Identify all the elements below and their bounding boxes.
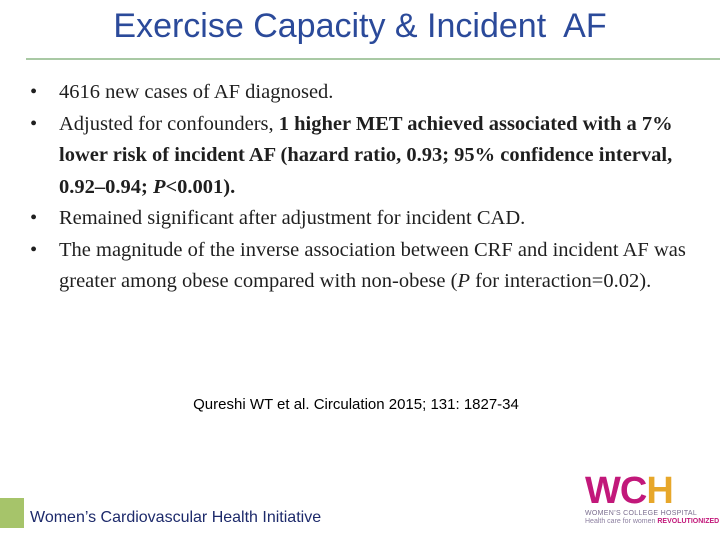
logo-line-1: WOMEN’S COLLEGE HOSPITAL <box>585 510 698 517</box>
bullet-2-bold-italic: P <box>152 175 166 198</box>
bullet-list <box>30 77 702 298</box>
logo-line-2-a: Health care for women <box>585 518 658 525</box>
logo-mark-b: H <box>646 470 673 512</box>
bullet-item-2 <box>30 109 702 204</box>
footer-accent-bar <box>0 498 24 528</box>
logo-mark-a: WC <box>585 470 647 512</box>
bullet-item-4 <box>30 235 702 298</box>
title-divider <box>26 58 720 60</box>
bullet-4-italic: P <box>457 270 470 292</box>
bullet-4-part-a: The magnitude of the inverse association between CRF and incident AF was greater among obese compared with non-obese ( <box>59 238 686 292</box>
bullet-2-bold-a: 1 higher MET achieved associated with a 7% lower risk of incident AF (hazard ratio, 0.93; 95% confidence interval, 0.92–0.94; <box>59 112 673 198</box>
logo-line-2-b: REVOLUTIONIZED <box>657 518 720 525</box>
wch-logo <box>585 470 720 528</box>
bullet-item-3 <box>30 203 702 235</box>
citation: Qureshi WT et al. Circulation 2015; 131: 1827-34 <box>193 396 519 413</box>
bullet-2-bold-b: <0.001). <box>165 175 236 198</box>
bullet-3-text: Remained significant after adjustment for incident CAD. <box>59 207 526 229</box>
bullet-item-1 <box>30 77 702 109</box>
slide-title: Exercise Capacity & Incident AF <box>113 7 607 45</box>
logo-mark <box>585 472 697 510</box>
bullet-1-text: 4616 new cases of AF diagnosed. <box>59 81 334 103</box>
logo-line-2 <box>585 518 720 526</box>
footer-text: Women’s Cardiovascular Health Initiative <box>30 509 322 526</box>
bullet-2-prefix: Adjusted for confounders, <box>59 112 279 135</box>
bullet-4-part-b: for interaction=0.02). <box>470 270 652 292</box>
